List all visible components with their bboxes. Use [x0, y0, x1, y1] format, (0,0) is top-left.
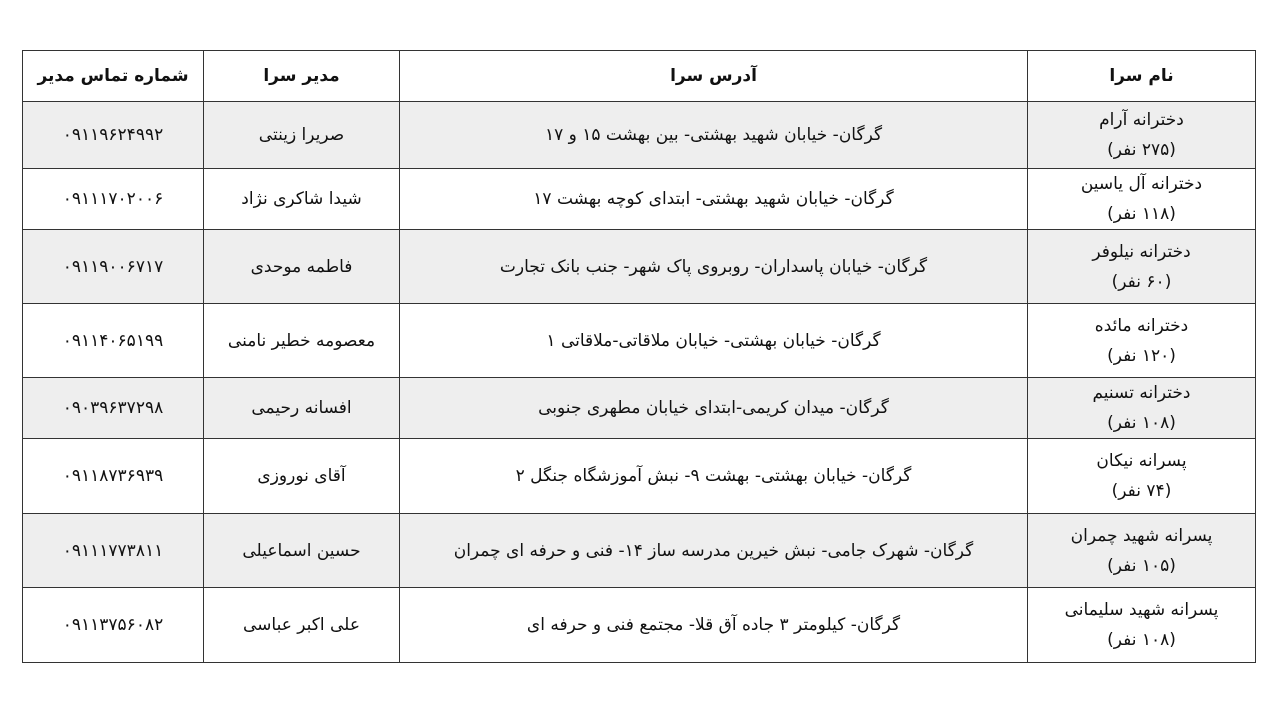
home-manager: صریرا زینتی: [204, 102, 400, 169]
header-manager: مدیر سرا: [204, 51, 400, 102]
manager-phone: ۰۹۱۱۱۷۰۲۰۰۶: [23, 169, 204, 230]
home-manager: علی اکبر عباسی: [204, 588, 400, 663]
table-row: [23, 169, 1256, 230]
home-name-cell: [1028, 304, 1256, 378]
home-name-cell: [1028, 439, 1256, 514]
home-address: گرگان- خیابان پاسداران- روبروی پاک شهر- جنب بانک تجارت: [400, 230, 1028, 304]
header-name: نام سرا: [1028, 51, 1256, 102]
manager-phone: ۰۹۱۱۱۷۷۳۸۱۱: [23, 514, 204, 588]
home-capacity: (۱۰۵ نفر): [1107, 555, 1176, 576]
home-capacity: (۱۰۸ نفر): [1107, 630, 1176, 650]
home-manager: افسانه رحیمی: [204, 378, 400, 439]
home-manager: آقای نوروزی: [204, 439, 400, 514]
home-manager: فاطمه موحدی: [204, 230, 400, 304]
home-manager: شیدا شاکری نژاد: [204, 169, 400, 230]
home-capacity: (۷۴ نفر): [1111, 481, 1172, 501]
home-capacity: (۶۰ نفر): [1111, 271, 1172, 292]
home-address: گرگان- میدان کریمی-ابتدای خیابان مطهری جنوبی: [400, 378, 1028, 439]
table-row: [23, 230, 1256, 304]
document-page: [22, 50, 1255, 663]
home-name-cell: [1028, 514, 1256, 588]
home-capacity: (۱۱۸ نفر): [1107, 204, 1176, 224]
home-capacity: (۲۷۵ نفر): [1107, 140, 1176, 160]
manager-phone: ۰۹۱۱۴۰۶۵۱۹۹: [23, 304, 204, 378]
home-address: گرگان- خیابان شهید بهشتی- ابتدای کوچه بهشت ۱۷: [400, 169, 1028, 230]
table-row: [23, 378, 1256, 439]
manager-phone: ۰۹۱۱۸۷۳۶۹۳۹: [23, 439, 204, 514]
homes-table: [22, 50, 1256, 663]
table-row: [23, 514, 1256, 588]
manager-phone: ۰۹۱۱۹۶۲۴۹۹۲: [23, 102, 204, 169]
home-name: پسرانه شهید سلیمانی: [1064, 600, 1219, 620]
home-address: گرگان- خیابان بهشتی- بهشت ۹- نبش آموزشگاه جنگل ۲: [400, 439, 1028, 514]
manager-phone: ۰۹۱۱۹۰۰۶۷۱۷: [23, 230, 204, 304]
home-name: دخترانه آل یاسین: [1080, 174, 1203, 194]
home-manager: معصومه خطیر نامنی: [204, 304, 400, 378]
home-address: گرگان- خیابان شهید بهشتی- بین بهشت ۱۵ و ۱۷: [400, 102, 1028, 169]
manager-phone: ۰۹۱۱۳۷۵۶۰۸۲: [23, 588, 204, 663]
home-address: گرگان- خیابان بهشتی- خیابان ملاقاتی-ملاقاتی ۱: [400, 304, 1028, 378]
home-name-cell: [1028, 102, 1256, 169]
home-name-cell: [1028, 169, 1256, 230]
header-address: آدرس سرا: [400, 51, 1028, 102]
manager-phone: ۰۹۰۳۹۶۳۷۲۹۸: [23, 378, 204, 439]
home-name: دخترانه تسنیم: [1092, 383, 1191, 403]
home-manager: حسین اسماعیلی: [204, 514, 400, 588]
home-name: دخترانه آرام: [1099, 110, 1184, 130]
table-row: [23, 304, 1256, 378]
home-capacity: (۱۲۰ نفر): [1107, 345, 1176, 366]
table-row: [23, 588, 1256, 663]
table-header-row: [23, 51, 1256, 102]
table-row: [23, 439, 1256, 514]
home-address: گرگان- شهرک جامی- نبش خیرین مدرسه ساز ۱۴- فنی و حرفه ای چمران: [400, 514, 1028, 588]
home-name-cell: [1028, 588, 1256, 663]
home-name: دخترانه نیلوفر: [1092, 241, 1191, 262]
home-address: گرگان- کیلومتر ۳ جاده آق قلا- مجتمع فنی و حرفه ای: [400, 588, 1028, 663]
home-name: پسرانه شهید چمران: [1070, 525, 1213, 546]
home-name: پسرانه نیکان: [1096, 451, 1187, 471]
home-name-cell: [1028, 378, 1256, 439]
header-phone: شماره تماس مدیر: [23, 51, 204, 102]
table-row: [23, 102, 1256, 169]
home-name: دخترانه مائده: [1094, 315, 1189, 336]
home-capacity: (۱۰۸ نفر): [1107, 413, 1176, 433]
home-name-cell: [1028, 230, 1256, 304]
